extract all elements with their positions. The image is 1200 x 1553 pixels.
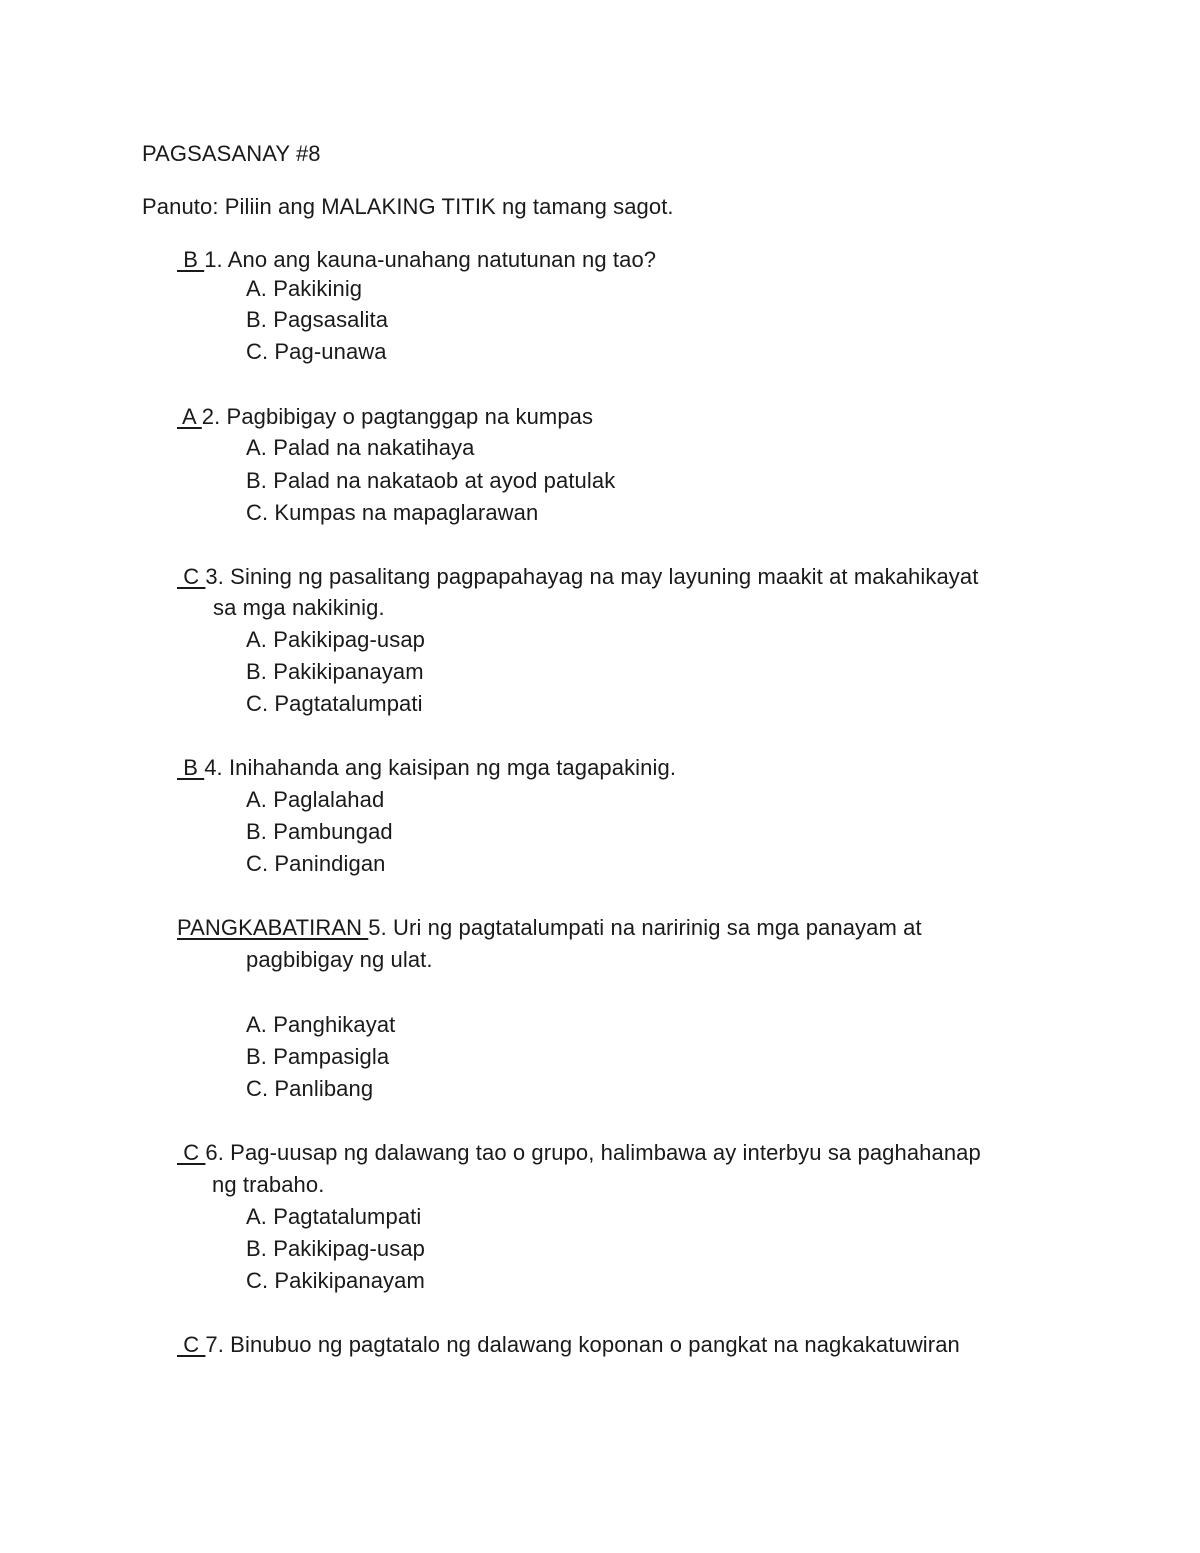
- question-3-text: 3. Sining ng pasalitang pagpapahayag na may layuning maakit at makahikayat: [205, 564, 979, 589]
- choice-6b: B. Pakikipag-usap: [246, 1236, 426, 1261]
- choice-3b: B. Pakikipanayam: [246, 659, 424, 684]
- question-2: [177, 404, 593, 430]
- choice-5b: B. Pampasigla: [246, 1044, 390, 1069]
- question-3-continuation: sa mga nakikinig.: [213, 595, 385, 620]
- question-1-text: 1. Ano ang kauna-unahang natutunan ng tao?: [204, 247, 657, 272]
- choice-2b: B. Palad na nakataob at ayod patulak: [246, 468, 616, 493]
- page-title: PAGSASANAY #8: [142, 141, 321, 166]
- answer-blank-2: A: [177, 404, 202, 429]
- question-1: [177, 247, 656, 273]
- choice-4a: A. Paglalahad: [246, 787, 385, 812]
- answer-blank-3: C: [177, 564, 206, 589]
- instruction-text: Panuto: Piliin ang MALAKING TITIK ng tamang sagot.: [142, 194, 674, 219]
- choice-1c: C. Pag-unawa: [246, 339, 387, 364]
- choice-6c: C. Pakikipanayam: [246, 1268, 425, 1293]
- question-5: [177, 915, 922, 941]
- question-7: [177, 1332, 960, 1358]
- question-4: [177, 755, 676, 781]
- choice-5a: A. Panghikayat: [246, 1012, 396, 1037]
- question-6-continuation: ng trabaho.: [212, 1172, 325, 1197]
- choice-1a: A. Pakikinig: [246, 276, 363, 301]
- choice-4c: C. Panindigan: [246, 851, 386, 876]
- choice-2a: A. Palad na nakatihaya: [246, 435, 475, 460]
- question-6: [177, 1140, 981, 1166]
- question-6-text: 6. Pag-uusap ng dalawang tao o grupo, halimbawa ay interbyu sa paghahanap: [205, 1140, 981, 1165]
- question-4-text: 4. Inihahanda ang kaisipan ng mga tagapakinig.: [204, 755, 677, 780]
- choice-4b: B. Pambungad: [246, 819, 393, 844]
- answer-blank-6: C: [177, 1140, 206, 1165]
- answer-blank-5: PANGKABATIRAN: [177, 915, 369, 940]
- choice-3c: C. Pagtatalumpati: [246, 691, 423, 716]
- question-5-continuation: pagbibigay ng ulat.: [246, 947, 433, 972]
- choice-5c: C. Panlibang: [246, 1076, 374, 1101]
- choice-3a: A. Pakikipag-usap: [246, 627, 426, 652]
- answer-blank-7: C: [177, 1332, 206, 1357]
- choice-6a: A. Pagtatalumpati: [246, 1204, 422, 1229]
- question-3: [177, 564, 978, 590]
- answer-blank-1: B: [177, 247, 205, 272]
- question-5-text: 5. Uri ng pagtatalumpati na naririnig sa mga panayam at: [368, 915, 922, 940]
- question-2-text: 2. Pagbibigay o pagtanggap na kumpas: [201, 404, 594, 429]
- choice-1b: B. Pagsasalita: [246, 307, 389, 332]
- question-7-text: 7. Binubuo ng pagtatalo ng dalawang koponan o pangkat na nagkakatuwiran: [205, 1332, 960, 1357]
- answer-blank-4: B: [177, 755, 205, 780]
- choice-2c: C. Kumpas na mapaglarawan: [246, 500, 539, 525]
